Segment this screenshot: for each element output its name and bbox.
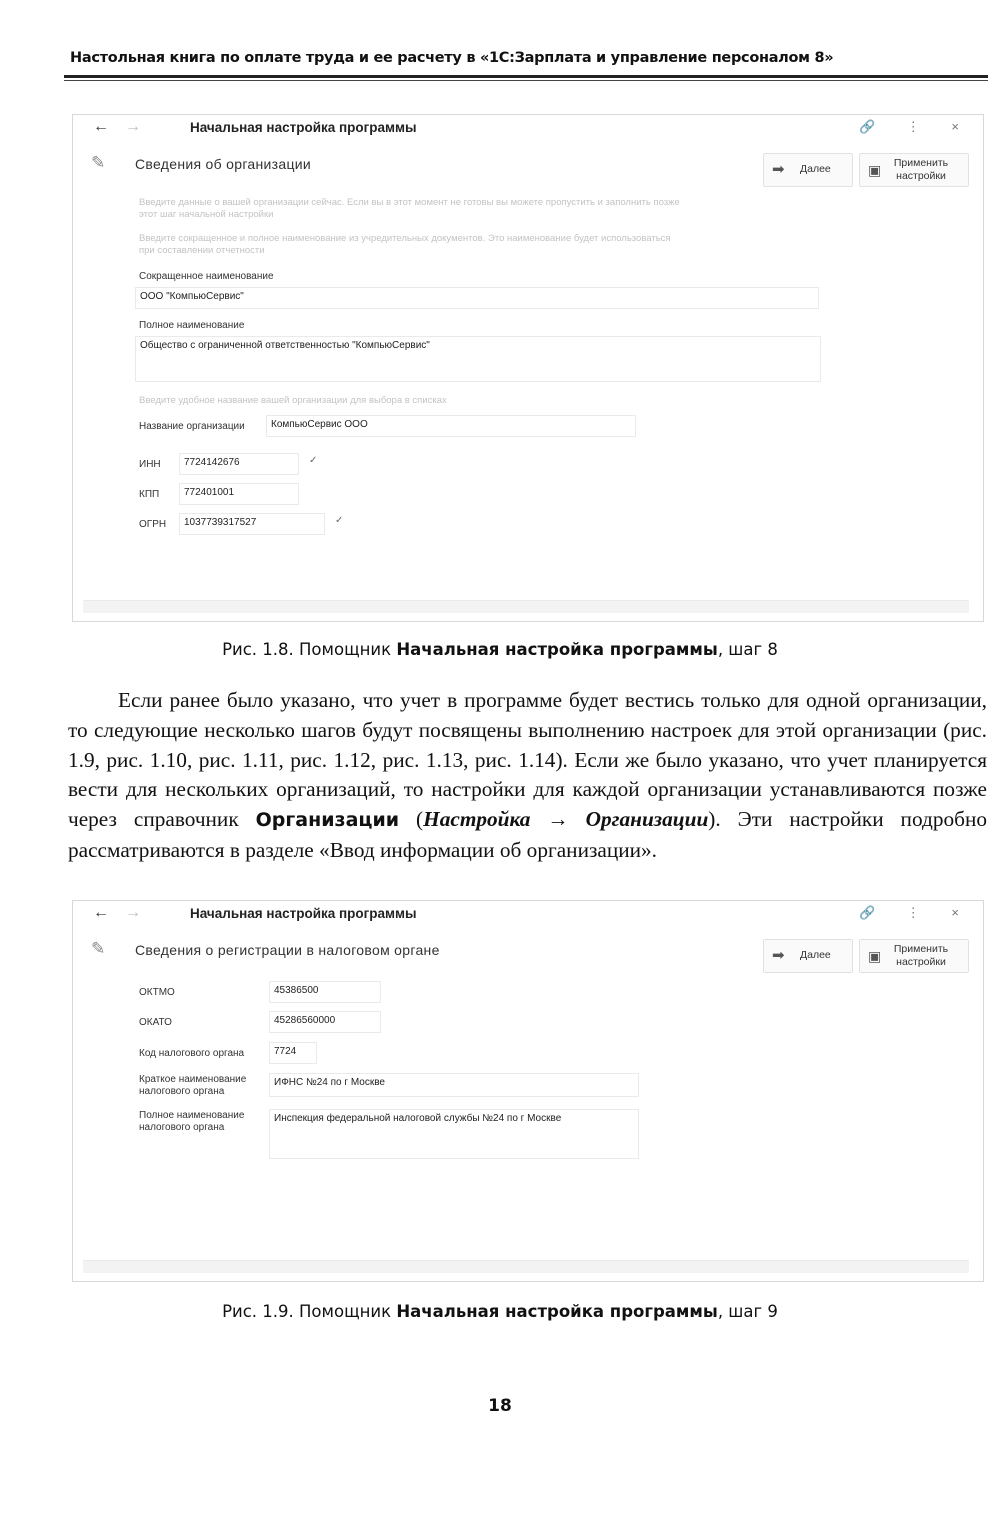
inn-value: 7724142676	[184, 457, 240, 468]
window-title: Начальная настройка программы	[190, 120, 417, 135]
header-rule-thin	[64, 80, 988, 81]
caption-prefix: Рис. 1.9. Помощник	[222, 1302, 397, 1321]
short-name-value: ООО "КомпьюСервис"	[140, 291, 244, 302]
hint-text-1a: Введите данные о вашей организации сейчас. Если вы в этот момент не готовы вы можете пропустить и заполнить позже	[139, 197, 680, 208]
horizontal-scrollbar[interactable]	[83, 1260, 969, 1273]
tax-short-label: Краткое наименование налогового органа	[139, 1074, 247, 1097]
ogrn-input[interactable]	[179, 513, 325, 535]
window-titlebar	[73, 901, 983, 931]
inn-check-icon: ✓	[309, 455, 318, 466]
running-header: Настольная книга по оплате труда и ее расчету в «1С:Зарплата и управление персоналом 8»	[70, 50, 834, 66]
window-title: Начальная настройка программы	[190, 906, 417, 921]
tax-code-label: Код налогового органа	[139, 1048, 245, 1059]
inn-input[interactable]	[179, 453, 299, 475]
form-icon: ✎	[91, 939, 106, 958]
okato-label: ОКАТО	[139, 1017, 172, 1028]
window-controls-icon[interactable]: 🔗 ⋮ ×	[858, 905, 973, 920]
figure-1-9-caption	[0, 1302, 1000, 1321]
tax-code-input[interactable]	[269, 1042, 317, 1064]
ogrn-label: ОГРН	[139, 519, 167, 530]
forward-arrow-icon[interactable]: →	[125, 118, 141, 135]
next-button-label: Далее	[800, 949, 831, 961]
kpp-value: 772401001	[184, 487, 235, 498]
oktmo-input[interactable]	[269, 981, 381, 1003]
caption-bold: Начальная настройка программы	[396, 640, 718, 659]
hint-text-2b: при составлении отчетности	[139, 245, 265, 256]
save-icon: ▣	[868, 948, 882, 964]
body-paragraph	[68, 686, 987, 866]
apply-settings-label: Применить настройки	[893, 943, 949, 968]
hint-text-3: Введите удобное название вашей организации для выбора в списках	[139, 395, 447, 406]
horizontal-scrollbar[interactable]	[83, 600, 969, 613]
next-button[interactable]	[763, 939, 853, 973]
apply-settings-label: Применить настройки	[893, 157, 949, 182]
tax-short-input[interactable]	[269, 1073, 639, 1097]
paragraph-bold-organizations: Организации	[255, 809, 400, 832]
hint-text-2a: Введите сокращенное и полное наименование из учредительных документов. Это наименование будет использоваться	[139, 233, 671, 244]
caption-suffix: , шаг 9	[717, 1302, 778, 1321]
save-icon: ▣	[868, 162, 882, 178]
apply-settings-button[interactable]	[859, 153, 969, 187]
next-icon: ➡	[772, 161, 785, 178]
full-name-value: Общество с ограниченной ответственностью "КомпьюСервис"	[140, 340, 430, 351]
tax-short-value: ИФНС №24 по г Москве	[274, 1077, 385, 1088]
oktmo-label: ОКТМО	[139, 987, 175, 998]
tax-full-label: Полное наименование налогового органа	[139, 1110, 245, 1133]
short-name-label: Сокращенное наименование	[139, 271, 274, 282]
hint-text-1b: этот шаг начальной настройки	[139, 209, 274, 220]
tax-code-value: 7724	[274, 1046, 297, 1057]
oktmo-value: 45386500	[274, 985, 319, 996]
tax-full-input[interactable]	[269, 1109, 639, 1159]
kpp-input[interactable]	[179, 483, 299, 505]
next-icon: ➡	[772, 947, 785, 964]
paragraph-part1: Если ранее было указано, что учет в программе будет вестись только для одной организации, то следующие несколько шагов будут посвящены выполнению настроек для этой организации (рис. 1.9, рис. 1.10, рис. 1.11, рис. 1.12, рис. 1.13, рис. 1.14). Если же было указано, что учет планируется вести для нескольких организаций, то настройки для каждой организации устанавливаются позже через справочник	[68, 688, 987, 832]
caption-bold: Начальная настройка программы	[396, 1302, 718, 1321]
form-title: Сведения об организации	[135, 156, 312, 172]
next-button[interactable]	[763, 153, 853, 187]
inn-label: ИНН	[139, 459, 161, 470]
short-name-input[interactable]	[135, 287, 819, 309]
okato-input[interactable]	[269, 1011, 381, 1033]
back-arrow-icon[interactable]: ←	[93, 118, 109, 135]
caption-prefix: Рис. 1.8. Помощник	[222, 640, 397, 659]
forward-arrow-icon[interactable]: →	[125, 904, 141, 921]
ogrn-value: 1037739317527	[184, 517, 257, 528]
form-icon: ✎	[91, 153, 106, 172]
okato-value: 45286560000	[274, 1015, 336, 1026]
full-name-input[interactable]	[135, 336, 821, 382]
ogrn-check-icon: ✓	[335, 515, 344, 526]
paragraph-menu-path: Настройка → Организации	[423, 807, 709, 832]
full-name-label: Полное наименование	[139, 320, 245, 331]
org-name-value: КомпьюСервис ООО	[271, 419, 368, 430]
caption-suffix: , шаг 8	[717, 640, 778, 659]
figure-1-8-screenshot	[72, 114, 984, 622]
window-controls-icon[interactable]: 🔗 ⋮ ×	[858, 119, 973, 134]
tax-full-value: Инспекция федеральной налоговой службы №24 по г Москве	[274, 1113, 562, 1124]
figure-1-8-caption	[0, 640, 1000, 659]
window-titlebar	[73, 115, 983, 145]
org-name-input[interactable]	[266, 415, 636, 437]
page-number: 18	[488, 1396, 512, 1416]
org-name-label: Название организации	[139, 421, 245, 432]
form-title: Сведения о регистрации в налоговом органе	[135, 942, 440, 958]
header-rule	[64, 75, 988, 78]
paragraph-part2: (	[399, 807, 424, 832]
paragraph-part3: ). Эти настройки подробно рассматриваются в разделе «Ввод информации об организации».	[68, 807, 988, 862]
apply-settings-button[interactable]	[859, 939, 969, 973]
back-arrow-icon[interactable]: ←	[93, 904, 109, 921]
figure-1-9-screenshot	[72, 900, 984, 1282]
next-button-label: Далее	[800, 163, 831, 175]
kpp-label: КПП	[139, 489, 160, 500]
